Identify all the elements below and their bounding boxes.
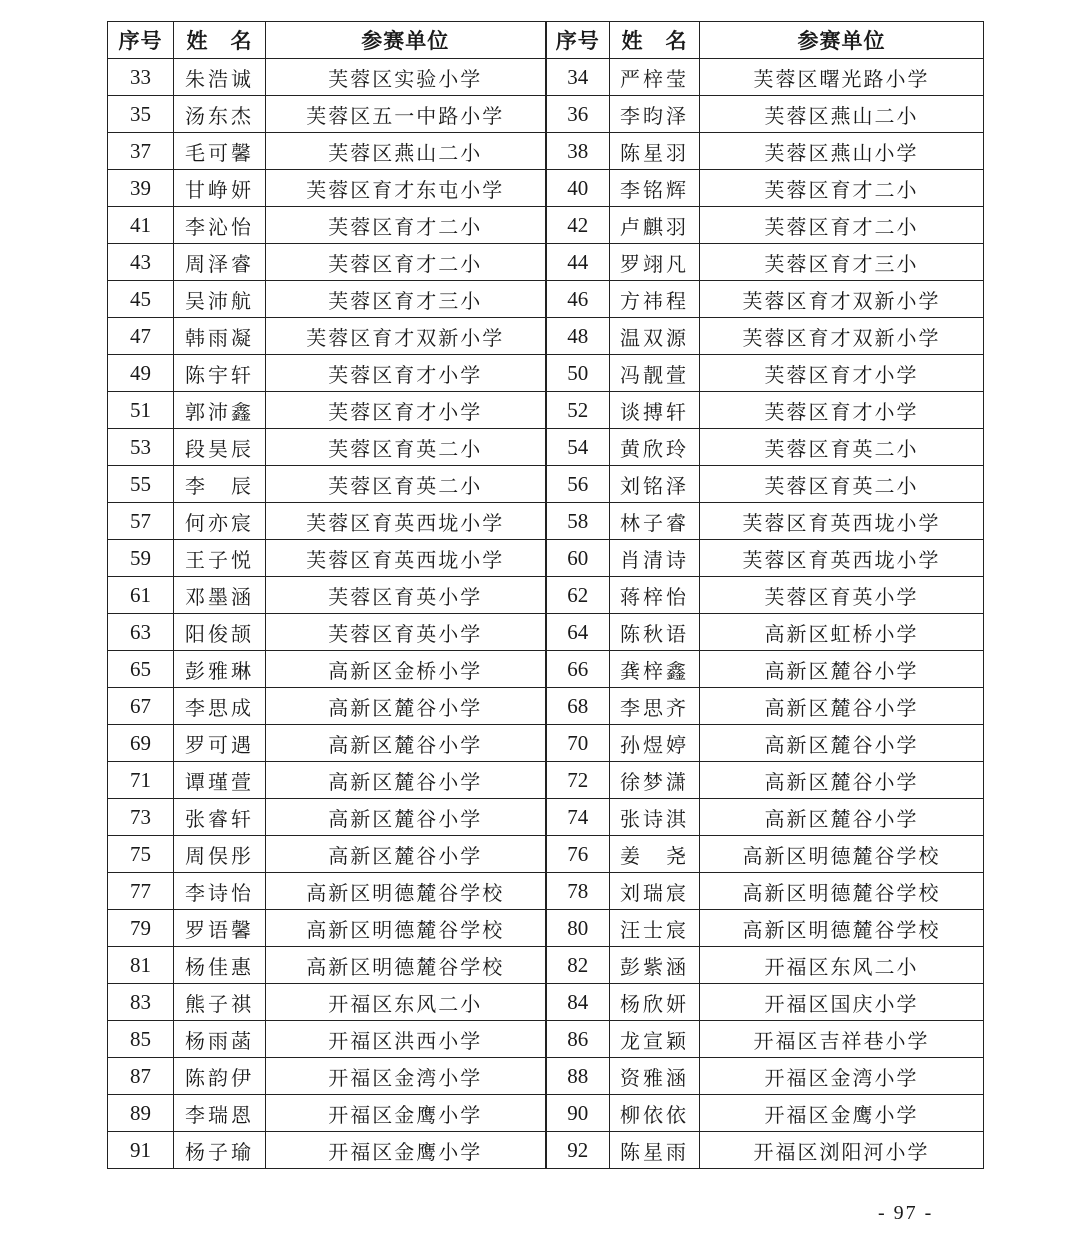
cell-seq-right: 80 xyxy=(546,910,610,947)
cell-seq-left: 51 xyxy=(108,392,174,429)
cell-seq-left: 73 xyxy=(108,799,174,836)
table-row xyxy=(108,577,984,614)
cell-unit-right: 高新区麓谷小学 xyxy=(700,762,984,799)
table-row xyxy=(108,910,984,947)
cell-seq-right: 52 xyxy=(546,392,610,429)
cell-name-left: 熊子祺 xyxy=(174,984,266,1021)
cell-name-right: 柳依依 xyxy=(610,1095,700,1132)
cell-name-right: 方祎程 xyxy=(610,281,700,318)
table-row xyxy=(108,466,984,503)
cell-name-left: 周泽睿 xyxy=(174,244,266,281)
cell-unit-right: 芙蓉区曙光路小学 xyxy=(700,59,984,96)
cell-unit-right: 芙蓉区燕山小学 xyxy=(700,133,984,170)
cell-seq-right: 54 xyxy=(546,429,610,466)
table-row xyxy=(108,836,984,873)
cell-seq-left: 55 xyxy=(108,466,174,503)
cell-unit-right: 开福区吉祥巷小学 xyxy=(700,1021,984,1058)
cell-unit-right: 高新区明德麓谷学校 xyxy=(700,910,984,947)
cell-seq-left: 77 xyxy=(108,873,174,910)
cell-unit-left: 高新区明德麓谷学校 xyxy=(266,910,546,947)
table-row xyxy=(108,614,984,651)
table-row xyxy=(108,281,984,318)
cell-unit-right: 芙蓉区育才三小 xyxy=(700,244,984,281)
cell-name-left: 朱浩诚 xyxy=(174,59,266,96)
cell-name-right: 姜 尧 xyxy=(610,836,700,873)
cell-name-right: 资雅涵 xyxy=(610,1058,700,1095)
cell-unit-left: 开福区洪西小学 xyxy=(266,1021,546,1058)
cell-seq-right: 78 xyxy=(546,873,610,910)
table-row xyxy=(108,1058,984,1095)
cell-seq-left: 81 xyxy=(108,947,174,984)
cell-unit-left: 高新区金桥小学 xyxy=(266,651,546,688)
cell-unit-right: 芙蓉区育才小学 xyxy=(700,392,984,429)
cell-unit-right: 高新区麓谷小学 xyxy=(700,651,984,688)
cell-seq-left: 37 xyxy=(108,133,174,170)
cell-name-left: 李 辰 xyxy=(174,466,266,503)
cell-seq-right: 58 xyxy=(546,503,610,540)
cell-unit-left: 高新区麓谷小学 xyxy=(266,762,546,799)
cell-name-right: 肖清诗 xyxy=(610,540,700,577)
cell-unit-left: 芙蓉区育英小学 xyxy=(266,614,546,651)
table-row xyxy=(108,59,984,96)
cell-name-right: 孙煜婷 xyxy=(610,725,700,762)
cell-seq-left: 59 xyxy=(108,540,174,577)
cell-unit-right: 高新区麓谷小学 xyxy=(700,725,984,762)
table-row xyxy=(108,984,984,1021)
cell-seq-right: 88 xyxy=(546,1058,610,1095)
cell-name-right: 徐梦潇 xyxy=(610,762,700,799)
cell-unit-right: 高新区明德麓谷学校 xyxy=(700,873,984,910)
cell-seq-right: 48 xyxy=(546,318,610,355)
cell-unit-left: 开福区东风二小 xyxy=(266,984,546,1021)
cell-seq-right: 50 xyxy=(546,355,610,392)
cell-name-right: 杨欣妍 xyxy=(610,984,700,1021)
cell-name-right: 蒋梓怡 xyxy=(610,577,700,614)
cell-seq-right: 84 xyxy=(546,984,610,1021)
cell-unit-right: 芙蓉区育才双新小学 xyxy=(700,281,984,318)
table-row xyxy=(108,688,984,725)
cell-seq-right: 60 xyxy=(546,540,610,577)
cell-unit-right: 芙蓉区育英西垅小学 xyxy=(700,503,984,540)
cell-unit-right: 芙蓉区育英二小 xyxy=(700,466,984,503)
cell-name-left: 彭雅琳 xyxy=(174,651,266,688)
cell-unit-right: 高新区麓谷小学 xyxy=(700,688,984,725)
cell-unit-left: 芙蓉区育英二小 xyxy=(266,466,546,503)
cell-name-right: 李昀泽 xyxy=(610,96,700,133)
cell-unit-right: 高新区麓谷小学 xyxy=(700,799,984,836)
table-row xyxy=(108,207,984,244)
cell-name-right: 汪士宸 xyxy=(610,910,700,947)
cell-name-right: 刘瑞宸 xyxy=(610,873,700,910)
cell-seq-left: 39 xyxy=(108,170,174,207)
table-row xyxy=(108,133,984,170)
cell-seq-left: 43 xyxy=(108,244,174,281)
cell-unit-left: 芙蓉区育才二小 xyxy=(266,207,546,244)
cell-seq-right: 68 xyxy=(546,688,610,725)
cell-name-left: 韩雨凝 xyxy=(174,318,266,355)
cell-name-right: 张诗淇 xyxy=(610,799,700,836)
cell-name-right: 彭紫涵 xyxy=(610,947,700,984)
cell-seq-right: 44 xyxy=(546,244,610,281)
cell-seq-left: 89 xyxy=(108,1095,174,1132)
cell-seq-right: 34 xyxy=(546,59,610,96)
cell-unit-right: 开福区浏阳河小学 xyxy=(700,1132,984,1169)
cell-name-right: 黄欣玲 xyxy=(610,429,700,466)
table-row xyxy=(108,96,984,133)
table-row xyxy=(108,392,984,429)
cell-seq-right: 46 xyxy=(546,281,610,318)
cell-seq-left: 67 xyxy=(108,688,174,725)
cell-seq-right: 64 xyxy=(546,614,610,651)
cell-seq-right: 38 xyxy=(546,133,610,170)
cell-unit-right: 高新区虹桥小学 xyxy=(700,614,984,651)
cell-seq-left: 45 xyxy=(108,281,174,318)
cell-seq-left: 61 xyxy=(108,577,174,614)
table-row xyxy=(108,1095,984,1132)
cell-name-left: 段昊辰 xyxy=(174,429,266,466)
cell-unit-left: 芙蓉区育英二小 xyxy=(266,429,546,466)
cell-unit-right: 开福区国庆小学 xyxy=(700,984,984,1021)
cell-name-left: 李诗怡 xyxy=(174,873,266,910)
cell-unit-left: 开福区金鹰小学 xyxy=(266,1095,546,1132)
header-name-right: 姓 名 xyxy=(610,22,700,59)
cell-unit-left: 高新区麓谷小学 xyxy=(266,836,546,873)
cell-seq-right: 40 xyxy=(546,170,610,207)
cell-seq-left: 91 xyxy=(108,1132,174,1169)
cell-unit-left: 芙蓉区实验小学 xyxy=(266,59,546,96)
cell-unit-left: 芙蓉区育才小学 xyxy=(266,392,546,429)
cell-name-left: 罗可遇 xyxy=(174,725,266,762)
cell-unit-right: 芙蓉区育才双新小学 xyxy=(700,318,984,355)
cell-unit-left: 芙蓉区育才小学 xyxy=(266,355,546,392)
header-unit-right: 参赛单位 xyxy=(700,22,984,59)
cell-name-right: 陈秋语 xyxy=(610,614,700,651)
table-row xyxy=(108,762,984,799)
header-name-left: 姓 名 xyxy=(174,22,266,59)
cell-unit-left: 芙蓉区育才三小 xyxy=(266,281,546,318)
cell-name-right: 林子睿 xyxy=(610,503,700,540)
table-row xyxy=(108,1021,984,1058)
page-number: - 97 - xyxy=(878,1202,934,1224)
cell-name-right: 严梓莹 xyxy=(610,59,700,96)
cell-seq-right: 74 xyxy=(546,799,610,836)
cell-unit-left: 高新区麓谷小学 xyxy=(266,688,546,725)
table-row xyxy=(108,540,984,577)
cell-unit-right: 芙蓉区育英二小 xyxy=(700,429,984,466)
cell-name-left: 汤东杰 xyxy=(174,96,266,133)
cell-seq-right: 86 xyxy=(546,1021,610,1058)
cell-name-left: 谭瑾萱 xyxy=(174,762,266,799)
cell-name-left: 杨佳惠 xyxy=(174,947,266,984)
table-body xyxy=(108,59,984,1169)
cell-name-right: 龙宣颖 xyxy=(610,1021,700,1058)
cell-unit-right: 芙蓉区育英小学 xyxy=(700,577,984,614)
cell-seq-right: 62 xyxy=(546,577,610,614)
cell-seq-right: 42 xyxy=(546,207,610,244)
cell-seq-left: 53 xyxy=(108,429,174,466)
cell-name-left: 阳俊颉 xyxy=(174,614,266,651)
cell-unit-left: 高新区明德麓谷学校 xyxy=(266,947,546,984)
cell-name-left: 甘峥妍 xyxy=(174,170,266,207)
cell-seq-right: 90 xyxy=(546,1095,610,1132)
cell-name-right: 李铭辉 xyxy=(610,170,700,207)
cell-name-left: 郭沛鑫 xyxy=(174,392,266,429)
table-row xyxy=(108,429,984,466)
cell-name-left: 邓墨涵 xyxy=(174,577,266,614)
table-header-row xyxy=(108,22,984,59)
table-row xyxy=(108,651,984,688)
cell-seq-left: 49 xyxy=(108,355,174,392)
cell-seq-right: 56 xyxy=(546,466,610,503)
cell-name-right: 刘铭泽 xyxy=(610,466,700,503)
cell-name-left: 周俣彤 xyxy=(174,836,266,873)
cell-unit-left: 芙蓉区育才双新小学 xyxy=(266,318,546,355)
cell-unit-left: 芙蓉区育英小学 xyxy=(266,577,546,614)
participant-table xyxy=(107,21,984,1169)
cell-seq-left: 85 xyxy=(108,1021,174,1058)
table-row xyxy=(108,244,984,281)
cell-name-left: 陈韵伊 xyxy=(174,1058,266,1095)
table-row xyxy=(108,318,984,355)
cell-unit-left: 开福区金湾小学 xyxy=(266,1058,546,1095)
cell-unit-left: 芙蓉区育才东屯小学 xyxy=(266,170,546,207)
cell-seq-left: 79 xyxy=(108,910,174,947)
table-row xyxy=(108,873,984,910)
cell-unit-right: 芙蓉区育才小学 xyxy=(700,355,984,392)
cell-unit-right: 开福区金湾小学 xyxy=(700,1058,984,1095)
cell-name-left: 吴沛航 xyxy=(174,281,266,318)
cell-unit-left: 芙蓉区五一中路小学 xyxy=(266,96,546,133)
cell-unit-left: 高新区麓谷小学 xyxy=(266,799,546,836)
cell-unit-left: 开福区金鹰小学 xyxy=(266,1132,546,1169)
cell-seq-left: 57 xyxy=(108,503,174,540)
cell-unit-left: 芙蓉区育英西垅小学 xyxy=(266,503,546,540)
cell-seq-left: 41 xyxy=(108,207,174,244)
cell-name-left: 杨雨菡 xyxy=(174,1021,266,1058)
cell-seq-left: 65 xyxy=(108,651,174,688)
cell-unit-left: 芙蓉区育英西垅小学 xyxy=(266,540,546,577)
table-row xyxy=(108,170,984,207)
cell-name-left: 李瑞恩 xyxy=(174,1095,266,1132)
table-row xyxy=(108,1132,984,1169)
cell-unit-left: 高新区麓谷小学 xyxy=(266,725,546,762)
cell-unit-right: 芙蓉区育英西垅小学 xyxy=(700,540,984,577)
cell-name-left: 李思成 xyxy=(174,688,266,725)
cell-seq-left: 35 xyxy=(108,96,174,133)
cell-name-right: 罗翊凡 xyxy=(610,244,700,281)
header-seq-left: 序号 xyxy=(108,22,174,59)
cell-name-right: 李思齐 xyxy=(610,688,700,725)
cell-unit-right: 芙蓉区育才二小 xyxy=(700,207,984,244)
table-row xyxy=(108,725,984,762)
cell-unit-left: 高新区明德麓谷学校 xyxy=(266,873,546,910)
cell-unit-right: 芙蓉区育才二小 xyxy=(700,170,984,207)
cell-seq-left: 63 xyxy=(108,614,174,651)
cell-seq-right: 76 xyxy=(546,836,610,873)
table-row xyxy=(108,503,984,540)
table-row xyxy=(108,355,984,392)
table-row xyxy=(108,947,984,984)
cell-seq-right: 70 xyxy=(546,725,610,762)
header-seq-right: 序号 xyxy=(546,22,610,59)
cell-seq-left: 33 xyxy=(108,59,174,96)
cell-seq-right: 82 xyxy=(546,947,610,984)
cell-seq-left: 75 xyxy=(108,836,174,873)
cell-unit-right: 高新区明德麓谷学校 xyxy=(700,836,984,873)
cell-name-right: 龚梓鑫 xyxy=(610,651,700,688)
cell-seq-left: 87 xyxy=(108,1058,174,1095)
cell-name-right: 温双源 xyxy=(610,318,700,355)
cell-name-left: 杨子瑜 xyxy=(174,1132,266,1169)
cell-unit-right: 芙蓉区燕山二小 xyxy=(700,96,984,133)
cell-name-right: 谈搏轩 xyxy=(610,392,700,429)
cell-seq-right: 66 xyxy=(546,651,610,688)
cell-name-left: 罗语馨 xyxy=(174,910,266,947)
table-row xyxy=(108,799,984,836)
cell-name-right: 陈星雨 xyxy=(610,1132,700,1169)
cell-name-left: 陈宇轩 xyxy=(174,355,266,392)
cell-seq-left: 47 xyxy=(108,318,174,355)
cell-unit-right: 开福区东风二小 xyxy=(700,947,984,984)
cell-name-left: 何亦宸 xyxy=(174,503,266,540)
cell-name-right: 冯靓萱 xyxy=(610,355,700,392)
cell-unit-left: 芙蓉区燕山二小 xyxy=(266,133,546,170)
cell-name-left: 李沁怡 xyxy=(174,207,266,244)
cell-seq-left: 69 xyxy=(108,725,174,762)
cell-unit-left: 芙蓉区育才二小 xyxy=(266,244,546,281)
cell-name-left: 张睿轩 xyxy=(174,799,266,836)
cell-name-left: 王子悦 xyxy=(174,540,266,577)
cell-seq-right: 36 xyxy=(546,96,610,133)
cell-name-right: 卢麒羽 xyxy=(610,207,700,244)
cell-seq-right: 92 xyxy=(546,1132,610,1169)
cell-name-right: 陈星羽 xyxy=(610,133,700,170)
cell-seq-right: 72 xyxy=(546,762,610,799)
cell-unit-right: 开福区金鹰小学 xyxy=(700,1095,984,1132)
cell-seq-left: 83 xyxy=(108,984,174,1021)
cell-seq-left: 71 xyxy=(108,762,174,799)
header-unit-left: 参赛单位 xyxy=(266,22,546,59)
cell-name-left: 毛可馨 xyxy=(174,133,266,170)
